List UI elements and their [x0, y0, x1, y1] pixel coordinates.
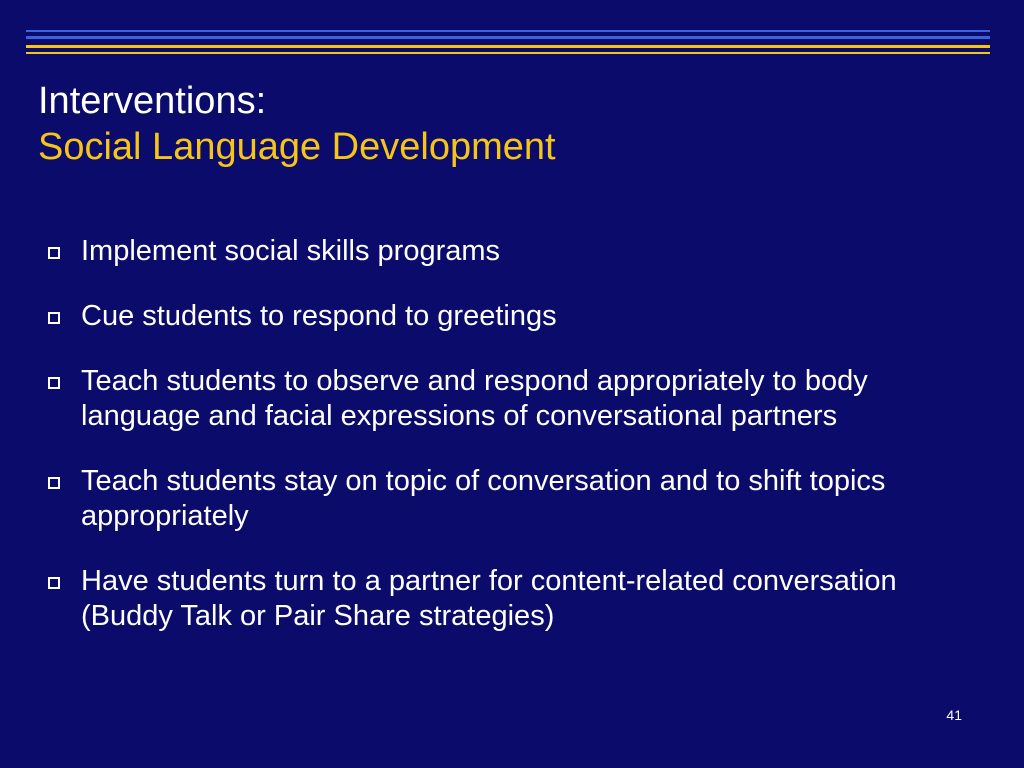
bullet-text: Teach students stay on topic of conversation and to shift topics appropriately: [81, 465, 886, 532]
bullet-item: [48, 564, 948, 634]
slide-subtitle: Social Language Development: [38, 126, 556, 168]
bullet-text: Implement social skills programs: [81, 235, 501, 267]
square-bullet-icon: [48, 312, 60, 324]
bullet-item: [48, 464, 948, 534]
square-bullet-icon: [48, 247, 60, 259]
square-bullet-icon: [48, 477, 60, 489]
square-bullet-icon: [48, 577, 60, 589]
header-rule-gold-bottom: [26, 52, 990, 54]
header-rule-blue-bottom: [26, 36, 990, 39]
bullet-item: [48, 234, 948, 269]
bullet-text: Cue students to respond to greetings: [81, 300, 557, 332]
bullet-text: Teach students to observe and respond appropriately to body language and facial expressions of conversational partners: [81, 365, 868, 432]
header-rule-blue-top: [26, 30, 990, 32]
bullet-item: [48, 299, 948, 334]
slide-title-block: [38, 78, 556, 170]
slide-title: Interventions:: [38, 80, 267, 122]
header-rule-gold-top: [26, 45, 990, 48]
bullet-list: [48, 234, 948, 664]
page-number: 41: [946, 707, 962, 723]
bullet-item: [48, 364, 948, 434]
square-bullet-icon: [48, 377, 60, 389]
bullet-text: Have students turn to a partner for content-related conversation (Buddy Talk or Pair Share strategies): [81, 565, 897, 632]
